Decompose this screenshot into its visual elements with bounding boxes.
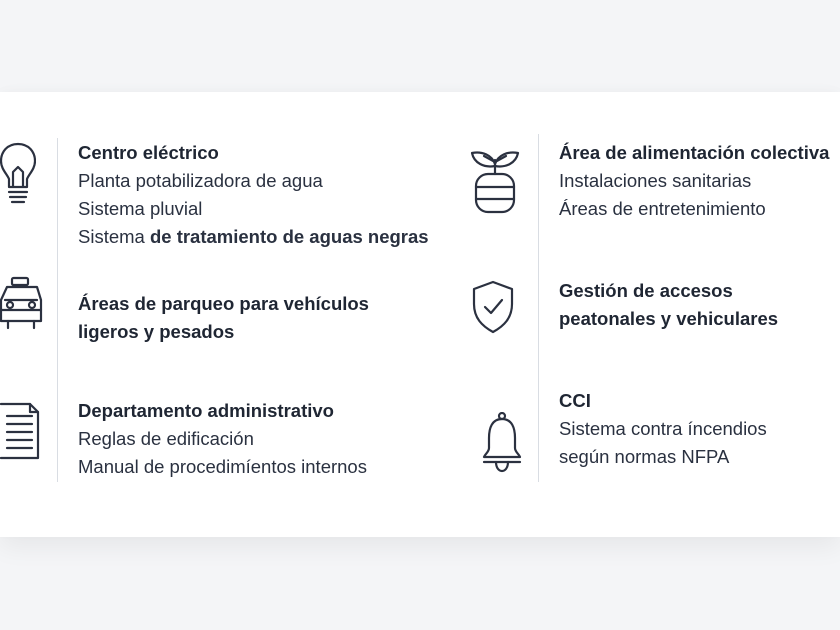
plant-pot-icon [470,148,520,216]
parking-title-line1: Áreas de parqueo para vehículos [78,293,369,314]
right-divider [538,134,539,482]
list-item: Sistema pluvial [78,198,203,219]
admin-title: Departamento administrativo [78,400,334,421]
electric-center-title: Centro eléctrico [78,142,219,163]
list-item: Sistema contra íncendios [559,418,767,439]
list-item: Planta potabilizadora de agua [78,170,323,191]
list-item: Instalaciones sanitarias [559,170,752,191]
food-area-block [559,139,829,223]
list-item-prefix: Sistema [78,226,150,247]
left-divider [57,138,58,482]
access-title-line2: peatonales y vehiculares [559,308,779,329]
cci-title: CCI [559,390,591,411]
list-item-bold: de tratamiento de aguas negras [149,226,429,247]
list-item: Reglas de edificación [78,428,254,449]
food-area-title: Área de alimentación colectiva [559,142,830,163]
document-list-icon [0,402,40,462]
list-item: Áreas de entretenimiento [559,198,766,219]
cci-block [559,387,767,471]
lightbulb-icon [0,142,36,206]
list-item [78,223,429,251]
bell-icon [482,412,522,474]
parking-block [78,290,369,346]
list-item: según normas NFPA [559,446,730,467]
electric-center-block [78,139,429,251]
access-title-line1: Gestión de accesos [559,280,733,301]
car-icon [0,276,44,332]
shield-check-icon [472,280,514,334]
access-block [559,277,778,333]
list-item: Manual de procedimíentos internos [78,456,367,477]
services-card [0,92,840,537]
parking-title-line2: ligeros y pesados [78,321,235,342]
admin-block [78,397,367,481]
